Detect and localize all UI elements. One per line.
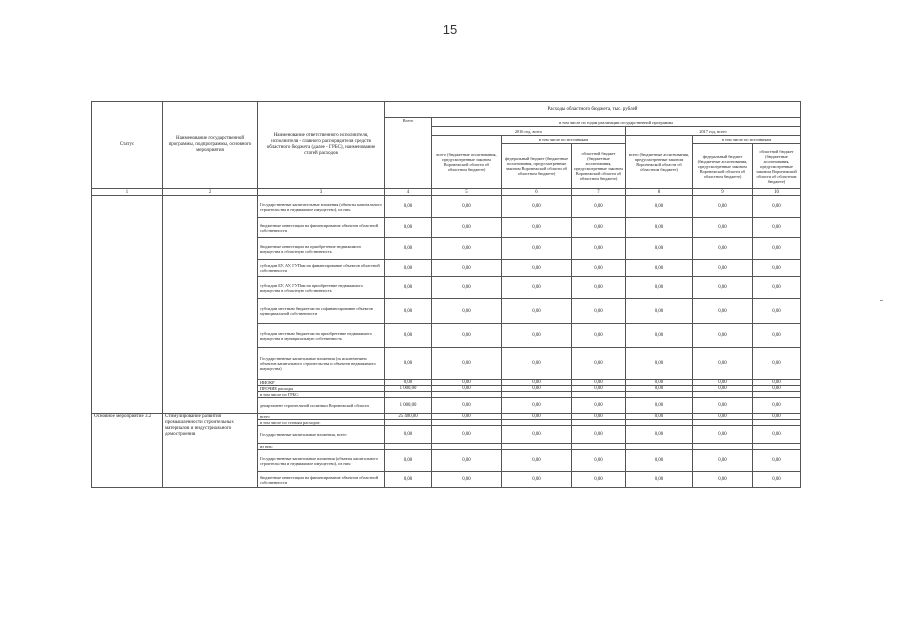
column-index: 8 [626,189,693,196]
column-index: 3 [258,189,385,196]
value-cell: 0,00 [693,299,753,324]
value-cell: 0,00 [385,426,432,444]
header-regional-2016: областной бюджет (бюджетные ассигнования, предусмотренные законом Воронежской области об областном бюджете) [572,144,626,189]
value-cell: 0,00 [626,218,693,238]
header-executor: Наименование ответственного исполнителя, исполнителя - главного распорядителя средств областного бюджета (далее - ГРБС), наименование статей расходов [258,102,385,189]
column-index: 10 [753,189,801,196]
value-cell: 0,00 [432,260,502,277]
value-cell: 0,00 [572,324,626,348]
column-index: 1 [92,189,163,196]
value-cell: 0,00 [432,218,502,238]
column-index: 2 [163,189,258,196]
value-cell: 0,00 [432,472,502,488]
value-cell: 0,00 [502,414,572,420]
header-total: Всего [385,118,432,189]
value-cell: 0,00 [432,196,502,218]
column-index: 7 [572,189,626,196]
header-status: Статус [92,102,163,189]
value-cell: 0,00 [385,380,432,386]
row-label: в том числе по ГРБС: [258,392,385,398]
header-all-budget-2016: всего (бюджетные ассигнования, предусмотренные законом Воронежской области об областном бюджете) [432,136,502,189]
value-cell: 0,00 [753,238,801,260]
value-cell: 0,00 [753,260,801,277]
row-label: Государственные капитальные вложения (за исключением объектов капитального строительства и объектов недвижимого имущества) [258,348,385,380]
value-cell: 0,00 [753,299,801,324]
header-sources-2016: в том числе по источникам [502,136,626,144]
value-cell: 0,00 [693,414,753,420]
value-cell: 0,00 [502,380,572,386]
value-cell: 0,00 [432,450,502,472]
value-cell: 0,00 [693,426,753,444]
value-cell: 0,00 [385,472,432,488]
value-cell: 0,00 [753,218,801,238]
value-cell: 0,00 [626,299,693,324]
row-label: всего [258,414,385,420]
row-label: департамент строительной политики Воронежской области [258,398,385,414]
value-cell: 0,00 [753,414,801,420]
value-cell: 0,00 [502,348,572,380]
value-cell: 0,00 [753,398,801,414]
value-cell: 0,00 [572,398,626,414]
row-label: субсидии местным бюджетам на приобретение недвижимого имущества в муниципальную собственность [258,324,385,348]
value-cell: 0,00 [626,348,693,380]
value-cell: 0,00 [626,238,693,260]
value-cell: 0,00 [753,348,801,380]
table-row [92,196,801,218]
row-label: субсидии БУ, АУ, ГУПам на приобретение недвижимого имущества в областную собственность [258,277,385,299]
value-cell: 0,00 [432,386,502,392]
column-index: 9 [693,189,753,196]
value-cell: 0,00 [693,380,753,386]
value-cell: 0,00 [502,260,572,277]
value-cell: 0,00 [626,324,693,348]
column-index-row [92,189,801,196]
page-number: 15 [442,22,458,37]
value-cell: 0,00 [693,277,753,299]
value-cell: 0,00 [572,196,626,218]
value-cell: 0,00 [502,472,572,488]
value-cell: 0,00 [693,260,753,277]
value-cell: 0,00 [693,348,753,380]
value-cell: 1 000,00 [385,398,432,414]
value-cell: 0,00 [572,386,626,392]
value-cell: 0,00 [385,299,432,324]
value-cell: 0,00 [626,196,693,218]
value-cell: 0,00 [626,277,693,299]
value-cell: 0,00 [385,450,432,472]
value-cell: 0,00 [432,324,502,348]
value-cell: 0,00 [572,218,626,238]
value-cell: 0,00 [572,380,626,386]
value-cell: 0,00 [432,414,502,420]
value-cell: 0,00 [385,348,432,380]
value-cell: 0,00 [502,238,572,260]
value-cell: 0,00 [626,386,693,392]
value-cell: 0,00 [502,299,572,324]
value-cell: 0,00 [502,324,572,348]
value-cell: 0,00 [626,380,693,386]
value-cell: 0,00 [432,426,502,444]
value-cell: 0,00 [753,426,801,444]
value-cell: 0,00 [693,218,753,238]
value-cell: 0,00 [626,398,693,414]
value-cell: 0,00 [753,450,801,472]
row-label: в том числе по статьям расходов: [258,420,385,426]
row-program-cell [163,196,258,414]
value-cell: 0,00 [626,260,693,277]
value-cell: 0,00 [626,472,693,488]
value-cell: 0,00 [502,386,572,392]
value-cell: 0,00 [502,218,572,238]
header-by-years: в том числе по годам реализации государственной программы [432,118,801,127]
header-expenses: Расходы областного бюджета, тыс. рублей [385,102,801,118]
row-status-cell: Основное мероприятие 3.2 [92,414,163,488]
value-cell: 0,00 [572,472,626,488]
value-cell: 0,00 [385,324,432,348]
value-cell: 0,00 [693,196,753,218]
value-cell: 0,00 [432,348,502,380]
header-year-2016: 2016 год, всего [432,127,626,136]
row-label: Государственные капитальные вложения (объекты капитального строительства и недвижимое имущество), из них: [258,450,385,472]
value-cell: 0,00 [572,426,626,444]
header-federal-2017: федеральный бюджет (бюджетные ассигнования, предусмотренные законом Воронежской области об областном бюджете) [693,144,753,189]
value-cell: 0,00 [432,238,502,260]
value-cell: 0,00 [572,450,626,472]
header-year-2017: 2017 год, всего [626,127,801,136]
budget-table [91,101,801,488]
value-cell: 0,00 [753,324,801,348]
value-cell: 0,00 [753,386,801,392]
header-program-name: Наименование государственной программы, подпрограммы, основного мероприятия [163,102,258,189]
value-cell: 0,00 [693,450,753,472]
value-cell: 0,00 [572,414,626,420]
row-program-cell: Стимулирование развития промышленности строительных материалов и индустриального домостроения [163,414,258,488]
value-cell: 0,00 [572,238,626,260]
row-label: бюджетные инвестиции на финансирование объектов областной собственности [258,472,385,488]
value-cell: 0,00 [502,450,572,472]
column-index: 4 [385,189,432,196]
scan-mark [880,300,883,301]
value-cell: 0,00 [693,324,753,348]
row-label: Государственные капитальные вложения, всего [258,426,385,444]
value-cell: 0,00 [572,277,626,299]
value-cell: 0,00 [385,277,432,299]
row-status-cell [92,196,163,414]
row-label: Государственные капитательные вложения (объекты капитального строительства и недвижимое имущество), из них: [258,196,385,218]
row-label: субсидии местным бюджетам на софинансирование объектов муниципальной собственности [258,299,385,324]
value-cell: 0,00 [626,426,693,444]
value-cell: 0,00 [753,380,801,386]
value-cell: 0,00 [572,299,626,324]
header-federal-2016: федеральный бюджет (бюджетные ассигнования, предусмотренные законом Воронежской области об областном бюджете) [502,144,572,189]
row-label: субсидии БУ, АУ, ГУПам на финансирование объектов областной собственности [258,260,385,277]
column-index: 5 [432,189,502,196]
value-cell: 0,00 [502,426,572,444]
value-cell: 0,00 [693,398,753,414]
row-label: ПРОЧИЕ расходы [258,386,385,392]
row-label: бюджетные инвестиции на финансирование объектов областной собственности [258,218,385,238]
value-cell: 0,00 [432,277,502,299]
value-cell: 25 400,00 [385,414,432,420]
value-cell: 0,00 [693,238,753,260]
value-cell: 0,00 [502,277,572,299]
value-cell: 0,00 [502,196,572,218]
value-cell: 0,00 [626,414,693,420]
value-cell: 0,00 [385,238,432,260]
value-cell: 0,00 [693,472,753,488]
value-cell: 0,00 [753,196,801,218]
value-cell: 0,00 [432,380,502,386]
row-label: НИОКР [258,380,385,386]
value-cell: 0,00 [626,450,693,472]
value-cell: 0,00 [572,260,626,277]
value-cell: 0,00 [693,386,753,392]
value-cell: 0,00 [385,218,432,238]
value-cell: 0,00 [385,196,432,218]
row-label: из них: [258,444,385,450]
value-cell: 0,00 [753,277,801,299]
value-cell: 0,00 [572,348,626,380]
value-cell: 0,00 [432,398,502,414]
column-index: 6 [502,189,572,196]
value-cell: 1 000,00 [385,386,432,392]
row-label: бюджетные инвестиции на приобретение недвижимого имущества в областную собственность [258,238,385,260]
value-cell: 0,00 [502,398,572,414]
value-cell: 0,00 [385,260,432,277]
header-regional-2017: областной бюджет (бюджетные ассигнования, предусмотренные законом Воронежской области об областном бюджете) [753,144,801,189]
header-sources-2017: в том числе по источникам [693,136,801,144]
header-all-budget-2017: всего (бюджетные ассигнования, предусмотренные законом Воронежской области об областном бюджете) [626,136,693,189]
value-cell: 0,00 [432,299,502,324]
value-cell: 0,00 [753,472,801,488]
